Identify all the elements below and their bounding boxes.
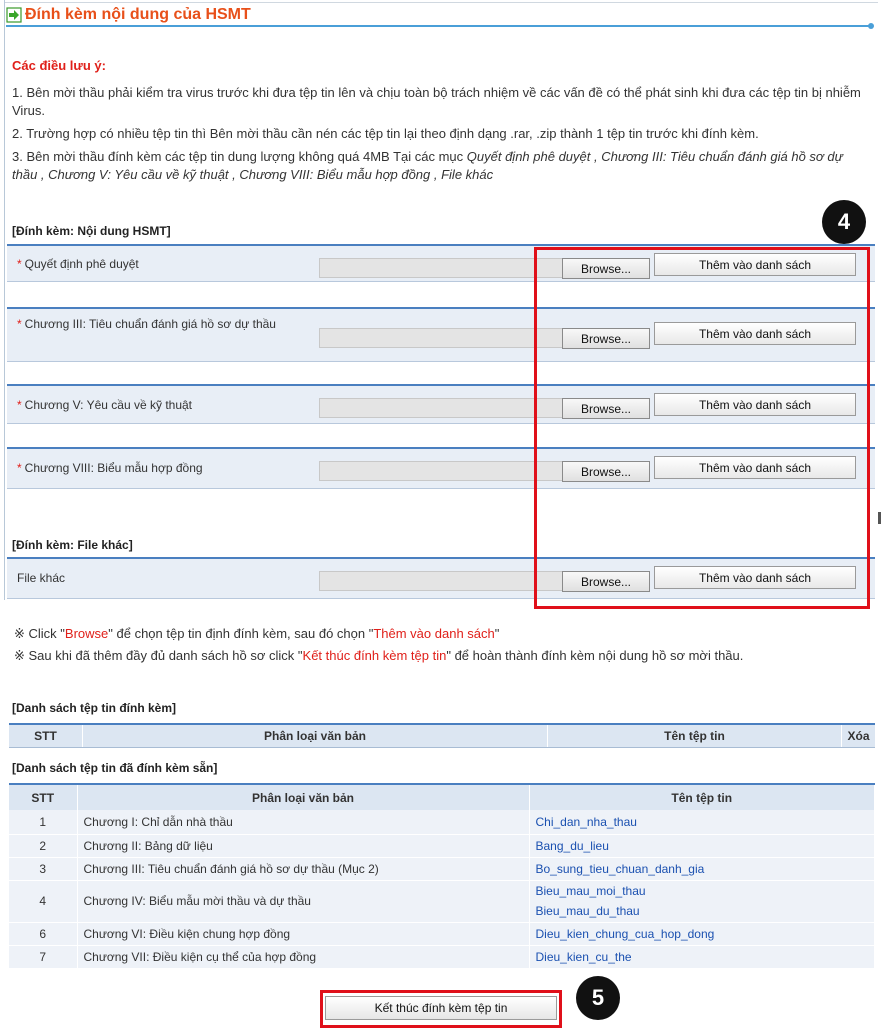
note-item-3-sections: Quyết định phê duyệt , Chương III: Tiêu chuẩn đánh giá hồ sơ dự thầu , Chương V: Yêu cầu về kỹ thuật , Chương VIII: Biểu mẫu hợp đồng , File khác xyxy=(12,149,843,182)
file-link[interactable]: Bieu_mau_du_thau xyxy=(535,904,640,918)
attach-row-label-text: Chương VIII: Biểu mẫu hợp đồng xyxy=(24,461,203,475)
add-to-list-button[interactable]: Thêm vào danh sách xyxy=(654,393,856,416)
browse-button[interactable]: Browse... xyxy=(562,461,650,482)
row-stt: 1 xyxy=(9,810,77,834)
highlight-box-step-4 xyxy=(534,247,870,609)
attached-list-label: [Danh sách tệp tin đính kèm] xyxy=(12,701,177,715)
browse-button[interactable]: Browse... xyxy=(562,398,650,419)
file-path-field[interactable] xyxy=(319,398,565,418)
browse-button[interactable]: Browse... xyxy=(562,328,650,349)
attach-row-label-text: Chương V: Yêu cầu về kỹ thuật xyxy=(24,398,193,412)
row-stt: 3 xyxy=(9,857,77,880)
file-path-field[interactable] xyxy=(319,571,565,591)
required-mark: * xyxy=(17,461,22,475)
notes-title: Các điều lưu ý: xyxy=(12,58,106,73)
arrow-right-icon xyxy=(6,7,22,23)
row-category: Chương II: Bảng dữ liệu xyxy=(77,834,529,857)
column-header-category: Phân loại văn bản xyxy=(77,784,529,810)
instruction-text: ※ Click " xyxy=(14,626,65,641)
note-item-3-text: 3. Bên mời thầu đính kèm các tệp tin dung lượng không quá 4MB Tại các mục xyxy=(12,149,464,164)
instruction-text: ※ Sau khi đã thêm đầy đủ danh sách hồ sơ click " xyxy=(14,648,303,663)
highlight-box-step-5 xyxy=(320,990,562,1028)
attached-list-header xyxy=(9,723,875,748)
page-title: Đính kèm nội dung của HSMT xyxy=(25,6,251,23)
done-files-table xyxy=(9,783,875,969)
row-stt: 2 xyxy=(9,834,77,857)
table-row xyxy=(9,857,875,880)
row-category: Chương VII: Điều kiện cụ thể của hợp đồng xyxy=(77,945,529,968)
file-link[interactable]: Bieu_mau_moi_thau xyxy=(535,884,646,898)
instructions xyxy=(14,623,743,667)
instruction-highlight: Kết thúc đính kèm tệp tin xyxy=(302,648,447,663)
instruction-highlight: Thêm vào danh sách xyxy=(373,626,495,641)
required-mark: * xyxy=(17,398,22,412)
table-row xyxy=(9,834,875,857)
column-header-stt: STT xyxy=(9,784,77,810)
attach-row-label-text: Chương III: Tiêu chuẩn đánh giá hồ sơ dự thầu xyxy=(24,317,276,331)
instruction-highlight: Browse xyxy=(64,626,109,641)
table-row xyxy=(9,880,875,922)
row-category: Chương VI: Điều kiện chung hợp đồng xyxy=(77,922,529,945)
add-to-list-button[interactable]: Thêm vào danh sách xyxy=(654,253,856,276)
add-to-list-button[interactable]: Thêm vào danh sách xyxy=(654,322,856,345)
step-badge-4: 4 xyxy=(822,200,866,244)
column-header-category: Phân loại văn bản xyxy=(83,725,548,747)
table-row xyxy=(9,810,875,834)
attach-row-label-text: Quyết định phê duyệt xyxy=(24,257,139,271)
scrollbar-edge-marker xyxy=(878,512,881,524)
file-link[interactable]: Bang_du_lieu xyxy=(535,838,609,853)
instruction-text: " để hoàn thành đính kèm nội dung hồ sơ mời thầu. xyxy=(446,648,744,663)
done-list-label: [Danh sách tệp tin đã đính kèm sẵn] xyxy=(12,761,218,775)
row-category: Chương I: Chỉ dẫn nhà thầu xyxy=(77,810,529,834)
frame-top-border xyxy=(4,2,878,3)
table-header-row xyxy=(9,784,875,810)
attach-row-label xyxy=(17,255,139,274)
add-to-list-button[interactable]: Thêm vào danh sách xyxy=(654,566,856,589)
note-item-1: 1. Bên mời thầu phải kiểm tra virus trước khi đưa tệp tin lên và chịu toàn bộ trách nhiệm về các vấn đề có thể phát sinh khi đưa các tệp tin bị nhiễm Virus. xyxy=(12,85,861,118)
instruction-line-2 xyxy=(14,645,743,667)
attach-row-label xyxy=(17,459,203,478)
column-header-filename: Tên tệp tin xyxy=(529,784,875,810)
instruction-text: " để chọn tệp tin định đính kèm, sau đó chọn " xyxy=(108,626,374,641)
column-header-stt: STT xyxy=(9,725,83,747)
note-item-3 xyxy=(12,148,867,184)
row-stt: 7 xyxy=(9,945,77,968)
column-header-filename: Tên tệp tin xyxy=(548,725,842,747)
instruction-text: " xyxy=(494,626,500,641)
note-item-2: 2. Trường hợp có nhiều tệp tin thì Bên mời thầu cần nén các tệp tin lại theo định dạng .rar, .zip thành 1 tệp tin trước khi đính kèm. xyxy=(12,126,759,141)
file-path-field[interactable] xyxy=(319,328,565,348)
row-category: Chương III: Tiêu chuẩn đánh giá hồ sơ dự thầu (Mục 2) xyxy=(77,857,529,880)
frame-left-border xyxy=(4,0,5,600)
browse-button[interactable]: Browse... xyxy=(562,571,650,592)
header-divider xyxy=(6,25,872,27)
attach-row-label: File khác xyxy=(17,571,66,585)
step-badge-5: 5 xyxy=(576,976,620,1020)
browse-button[interactable]: Browse... xyxy=(562,258,650,279)
row-stt: 6 xyxy=(9,922,77,945)
file-path-field[interactable] xyxy=(319,258,565,278)
file-link[interactable]: Dieu_kien_chung_cua_hop_dong xyxy=(535,926,715,941)
attach-row-label xyxy=(17,396,192,415)
file-link[interactable]: Chi_dan_nha_thau xyxy=(535,814,637,829)
table-row xyxy=(9,945,875,968)
required-mark: * xyxy=(17,317,22,331)
table-row xyxy=(9,922,875,945)
attach-other-label: [Đính kèm: File khác] xyxy=(12,538,133,552)
instruction-line-1 xyxy=(14,623,743,645)
file-link[interactable]: Dieu_kien_cu_the xyxy=(535,949,632,964)
section-header xyxy=(6,4,251,26)
required-mark: * xyxy=(17,257,22,271)
row-category: Chương IV: Biểu mẫu mời thầu và dự thầu xyxy=(77,880,529,922)
attach-main-label: [Đính kèm: Nội dung HSMT] xyxy=(12,224,171,238)
attach-row-label xyxy=(17,315,307,334)
header-divider-dot xyxy=(868,23,874,29)
notes-section xyxy=(12,57,867,189)
finish-attach-button[interactable]: Kết thúc đính kèm tệp tin xyxy=(325,996,557,1020)
row-stt: 4 xyxy=(9,880,77,922)
column-header-delete: Xóa xyxy=(847,729,870,743)
file-link[interactable]: Bo_sung_tieu_chuan_danh_gia xyxy=(535,861,705,876)
file-path-field[interactable] xyxy=(319,461,565,481)
add-to-list-button[interactable]: Thêm vào danh sách xyxy=(654,456,856,479)
